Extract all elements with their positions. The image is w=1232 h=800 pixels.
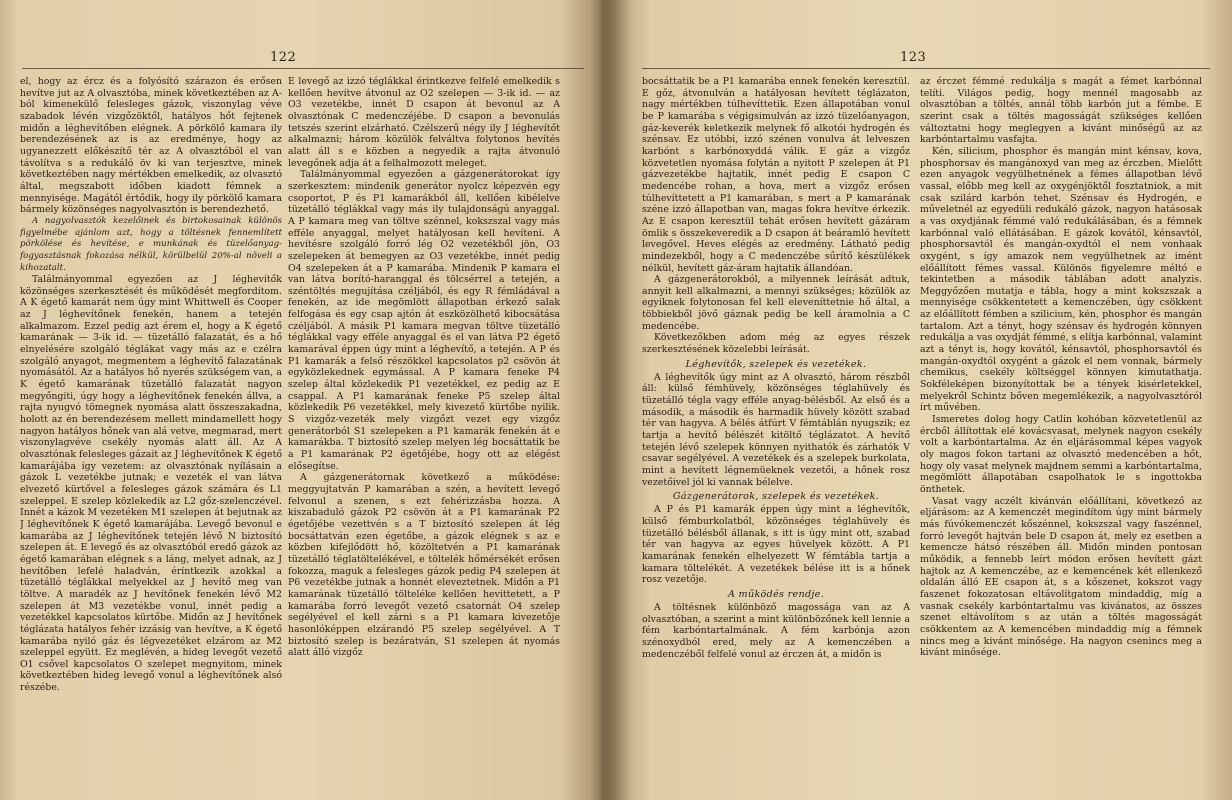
section-heading: A működés rendje. — [727, 588, 825, 600]
section-heading: Léghevítők, szelepek és vezetékek. — [685, 358, 867, 370]
page-number-right: 123 — [900, 50, 927, 65]
header-rule-right — [642, 68, 1210, 69]
paragraph: az érczet fémmé redukálja s magát a fémet karbónnal telíti. Világos pedig, hogy mennél magosabb az olvasztóban a töltés, annál több karbón jut a fémbe. E szerint csak a töltés magosságát szükséges kellően változtatni hogy meglegyen a kivánt minőségű az az karbóntartalmu vasfajta. — [920, 76, 1202, 146]
italic-note: A nagyolvasztók kezelőinek és birtokosainak különös figyelmébe ajánlom azt, hogy a töltésnek fennemlített pörkölése és hevítése, e munkának és tüzelőanyag-fogyasztásnak fokozása nélkül, körülbelül 20%-al növeli a kihozatalt. — [20, 215, 282, 273]
left-page — [18, 0, 598, 800]
book-gutter — [590, 0, 630, 800]
left-column-2 — [288, 76, 560, 796]
right-column-2 — [920, 76, 1202, 796]
paragraph: Vasat vagy aczélt kivánván előállítani, következő az eljárásom: az A kemenczét megindítom úgy mint bármely más fúvókemenczét kőszénnel, kokszszal vagy faszénnel, forró levegőt hajtván bele D csapon át, mely ez esetben a kemencze hátsó részében áll. Midőn minden pontosan működik, a fennebb leírt módon erősen hevített gázt hajtok az A kemenczébe, az e kemencének két ellenkező oldalán álló EE csapon át, s a kőszenet, kokszot vagy faszenet fokozatosan eltávolítgatom mindaddig, míg a vasnak csekély karbóntartalmu vas kivánatos, az összes szenet eltávolítom s az után a töltés magosságát csökkentem az A kemencében mindaddig míg a fémnek nincs meg a kivánt minősége. Ha nagyon csenincs meg a kivánt minősége. — [920, 495, 1202, 659]
paragraph: Ismeretes dolog hogy Catlin kohóban közvetetlenül az ércből állítottak elé kovácsvasat, melynek nagyon csekély volt a karbóntartalma. Az én eljárásommal képes vagyok oly magos fokon tartani az olvasztó medencében a hőt, hogy oly vasat melynek majdnem semmi a karbóntartalma, megömlött állapotában csapolhatok le s ingottokba önthetek. — [920, 414, 1202, 495]
paragraph: A P és P1 kamarák éppen úgy mint a léghevítők, külső fémburkolatból, közönséges téglahüvely és tüzetálló bélésből állanak, s itt is úgy mint ott, szabad tér van hagyva az egyes hüvelyek között. A P1 kamarának fenekén elhelyezett W fémtábla tartja a kamara töltelékét. A vezetékek bélése itt is a hőnek rosz vezetője. — [642, 504, 910, 586]
paragraph: E levegő az izzó téglákkal érintkezve felfelé emelkedik s kellően hevítve átvonul az O2 szelepen — 3-ik id. — az O3 vezetékbe, innét D csapon át bevonul az A olvasztónak C medenczéjébe. D csapon a bevonulás tetszés szerint elzárható. Czélszerű négy ily J léghevítőt alkalmazni; három közülök felváltva folytonos hevítés alatt áll s e közben a negyedik a rajta átvonuló levegőnek adja át a felhalmozott meleget. — [288, 76, 560, 169]
paragraph: Találmányommal egyezően az J léghevítők közönséges szerkesztését és működését megfordítom. A K égető kamarát nem úgy mint Whittwell és Cooper az J léghevítőnek fenekén, hanem a tetején alkalmazom. Ezzel pedig azt érem el, hogy a K égető kamarának — 3-ik id. — tüzetálló falazatát, és a hő elnyelésére szolgáló téglákat vagy más az e czélra szolgáló anyagot, megmentem a léghevítő falazatának nyomásától. Az a hatályos hő nyerés szükségem van, a K égető kamarának tüzetálló falazatát nagyon megyőngiti, úgy hogy a léghevítőnek fenekén állva, a rajta nyugvó tömegnek nyomása alatt összeszakadna, holott az én berendezésem mellett mindamellett hogy nagyon hatályos hőnek van alá vetve, megmarad, mert viszonylagvéve csekély nyomás alatt áll. Az A olvasztónak felesleges gázait az J léghevítőnek K égető kamarájába így vezetem: az olvasztónak nyílásain a gázok L vezetékbe jutnak; e vezeték el van látva elvezető kürtővel a felesleges gázok számára és L1 szeleppel. E szelep közlekedik az L2 gőz-szelenczével. Innét a kázok M vezetéken M1 szelepen át bejutnak az J léghevítőnek K égető kamarájába. Levegő bevonul e kamarába az J léghevítőnek tetején lévő N biztosító szelepen át. E levegő és az olvasztóból eredő gázok az égető kamarában elégnek s a láng, melyet adnak, az J hevítőben lefelé haladván, éríntkezik azokkal a tüzetálló téglákkal melyekkel az J hevítő meg van töltve. A maradék az J hevítőnek fenekén lévő M2 szelepen át M3 vezetékbe vonul, innét pedig a vezetékkel kapcsolatos kürtőbe. Midőn az J hevítőnek téglázata hatályos fehér izzásig van hevítve, a K égető kamarába nyiló gáz és légvezetéket elzárom az M2 szeleppel együtt. Ez meglévén, a hideg levegőt vezető O1 csővel kapcsolatos O szelepet megnyitom, minek következtében hideg levegő vonul a léghevítőnek alsó részébe. — [20, 274, 282, 694]
paragraph: A töltésnek különböző magossága van az A olvasztóban, a szerint a mint különbözőnek kell lennie a fém karbóntartalmának. A fém karbónja azon szénoxydból ered, mely az A kemenczében a medenczéből felfelé vonul az érczen át, a midőn is — [642, 601, 910, 660]
paragraph: bocsáttatik be a P1 kamarába ennek fenekén keresztül. E gőz, átvonulván a hatályosan hevített téglázaton, nagy mértékben túlhevíttetik. Ezen állapotában vonul be P kamarába s végigsimulván az izzó tüzelőanyagon, gáz-keverék keletkezik melynek fő alkotói hydrogén és szénsav. Ez utóbbi, izzó szénen vonulva át lelveszen karbónt s karbónoxyddá válik. E gáz a vizgőz közvetetlen nyomása folytán a nyitott P szelepen át P1 gázvezetékbe hajtatik, innét pedig E csapon C medencébe rohan, a hova, mert a vizgőz erősen túlhevíttetett a P1 kamarában, s mert a P kamarának széne izzó állapotban van, magas fokra hevítve érkezik. Az E csapon keresztül tehát erősen hevített gázáram ömlik s összekeveredik a D csapon át beáramló hevített levegővel. Heves elégés az eredmény. Látható pedig mindezekből, hogy a C medenczébe sűrítő készülékek nélkül, hevített gáz-áram hajtatik állandóan. — [642, 76, 910, 274]
right-page — [642, 0, 1217, 800]
paragraph: A gázgenerátornak következő a működése: meggyujtatván P kamarában a szén, a hevített levegő felvonul a szenen, s ezt fehérizzásba hozza. A kiszabaduló gázok P2 csövön át a P1 kamarának P2 égetőjébe vezettvén s a T biztosító szelepen át lég bocsáttatván ezen égetőbe, a gázok elégnek s az e közben kifejlődött hő, közöltetvén a P1 kamarának tüzetálló téglatöltelékével, e töltelék hőmérsékét erősen fokozza, maguk a felesleges gázok pedig P4 szelepen át P6 vezetékbe jutnak a honnét eleveztetnek. Midőn a P1 kamarának tüzetálló töltelékе kellően hevittetett, a P kamarába forró levegőt vezető csatornát O4 szelep segélyével el kell zárni s a P1 kamara kivezetője hasonlóképpen elzárandó P5 szelep segélyével. A T biztosító szelep is bezáratván, S1 szelepen át nyomás alatt álló vizgőz — [288, 472, 560, 659]
left-column-1 — [20, 76, 282, 796]
right-column-1 — [642, 76, 910, 796]
paragraph: A gázgenerátorokból, a milyennek leírását adtuk, annyit kell alkalmazni, a mennyi szükséges; közülök az egyiknek folytonosan fel kell eleveníttetnie hő által, a többiekből jövő gáznak pedig be kell áramolnia a C medencébe. — [642, 274, 910, 332]
section-heading: Gázgenerátorok, szelepek és vezetékek. — [672, 491, 880, 503]
paragraph: A léghevítők úgy mint az A olvasztó, három részből áll: külső fémhüvely, közönséges téglahüvely és tüzetálló tégla vagy efféle anyag-bélésből. Az első és a második, a második és harmadik hüvely között szabad tér van hagyva. A bélés átfúrt V fémtáblán nyugszik; ez tartja a hevítő bélészét kitöltő téglázatot. A hevítő tetején lévő szelepek könnyen nyithatók és zárhatók V csavar segélyével. A vezetékek és a szelepek burkolata, mint a hevített légnemüeknek vezetői, a hőnek rosz vezetőivel jól ki vannak bélelve. — [642, 371, 910, 488]
paragraph: el, hogy az ércz és a folyósító szárazon és erősen hevítve jut az A olvasztóba, minek következtében az A-ból kimenekülő felesleges gázok, viszonylag véve szabadok lévén vizgőzöktől, hatályos hőt fejtenek midőn a léghevítőben elégnek. A pörkölő kamara ily berendezésének az is az eredménye, hogy az ugyanezzett előkészítő tér az A olvasztóból el van távolítva s a redukáló öv ki van terjesztve, minek következtében nagy mértékben emelkedik, az olvasztó által, megszabott időben kiadott fémnek a mennyisége. Magától értődik, hogy ily pörkölő kamara bármely közönséges nagyolvasztón is berendezhető. — [20, 76, 282, 216]
header-rule-left — [22, 68, 584, 69]
paragraph: Következőkben adom még az egyes részek szerkesztésének közelebbi leírását. — [642, 332, 910, 356]
page-number-left: 122 — [270, 50, 297, 65]
paragraph: Találmányommal egyezően a gázgenerátorokat így szerkesztem: mindenik generátor nyolcz képezvén egy csoportot, P és P1 kamarákból áll, kellően kibélelve tüzetálló téglákkal vagy más ily tulajdonságú anyaggal. A P kamara meg van töltve szénnel, kokszszal vagy más efféle anyaggal, melyet hatályosan kell hevíteni. A hevítésre szolgáló forró lég O2 vezetékből jön, O3 szelepeken át bemegyen az O3 vezetékbe, innét pedig O4 szelepeken át a P kamarába. Mindenik P kamara el van látva borító-haranggal és tölcsérrel a tetején, a széntöltés megujítása czéljából, és egy R fémládával a fenekén, az ide megömlött állapotban érkező salak felfogása és egy csap ajtón át eszközölhető kibocsátása czéljából. A másik P1 kamara megvan töltve tüzetálló téglákkal vagy efféle anyaggal és el van látva P2 égető kamarával éppen úgy mint a léghevítő, a tetején. A P és P1 kamarák a felső részökkel kapcsolatos p2 csövön át egyközlekednek egymással. A P kamara feneke P4 szelep által közlekedik P1 vezetékkel, ez pedig az E csappal. A P1 kamarának feneke P5 szelep által közlekedik P6 vezetékkel, mely kivezető kürtőbe nyilik. S vizgőz-vezeték mely vizgőzt vezet egy vizgőz generátorból S1 szelepeken a P1 kamarák fenekén át e kamarákba. T biztosító szelep melyen lég bocsáttatik be a P1 kamarának P2 égetőjébe, hogy ott az elégést elősegítse. — [288, 169, 560, 472]
paragraph: Kén, silicium, phosphor és mangán mint kénsav, kova, phosphorsav és mangánoxyd van meg az érczben. Mielőtt ezen anyagok vegyülhetnének a fémes állapotban lévő vassal, előbb meg kell az oxygénjöktől fosztatniok, a mit csak szilárd karbón tehet. Szénsav és Hydrogén, e műveletnél az egyedüli redukáló gázok, nagyon hatásosak a vas oxydjának fémmé való redukálásában, és a fémnek karbónnal való ellátásában. E gázok kovától, kénsavtól, phosphorsavtól és mangán-oxydtól el nem vonhaak oxygént, s így amazok nem vegyülhetnek az imént előállított fémes vassal. Különös figyelemre méltó e tekintetben a második táblában adott analyzis. Meggyőzően mutatja e tábla, hogy a mint kokszszak a mennyisége csökkentetett a kemenczében, úgy csökkent az előállított fémben a szilicium, kén, phosphor és mangán tartalom. Azt a tényt, hogy szénsav és hydrogén könnyen redukálja a vas oxydját fémmé, s elítja karbónnal, valamint azt a tényt is, hogy kovától, kénsavtól, phosphorsavtól és mangán-oxydtól oxygént a gázok el nem vonnak, bármely chemikus, csekély költséggel könnyen kimutathatja. Sokféleképen bizonyítottak be a tények kisérletekkel, melyekről Schintz bőven megemlékezik, a nagyolvasztóról írt művében. — [920, 145, 1202, 414]
